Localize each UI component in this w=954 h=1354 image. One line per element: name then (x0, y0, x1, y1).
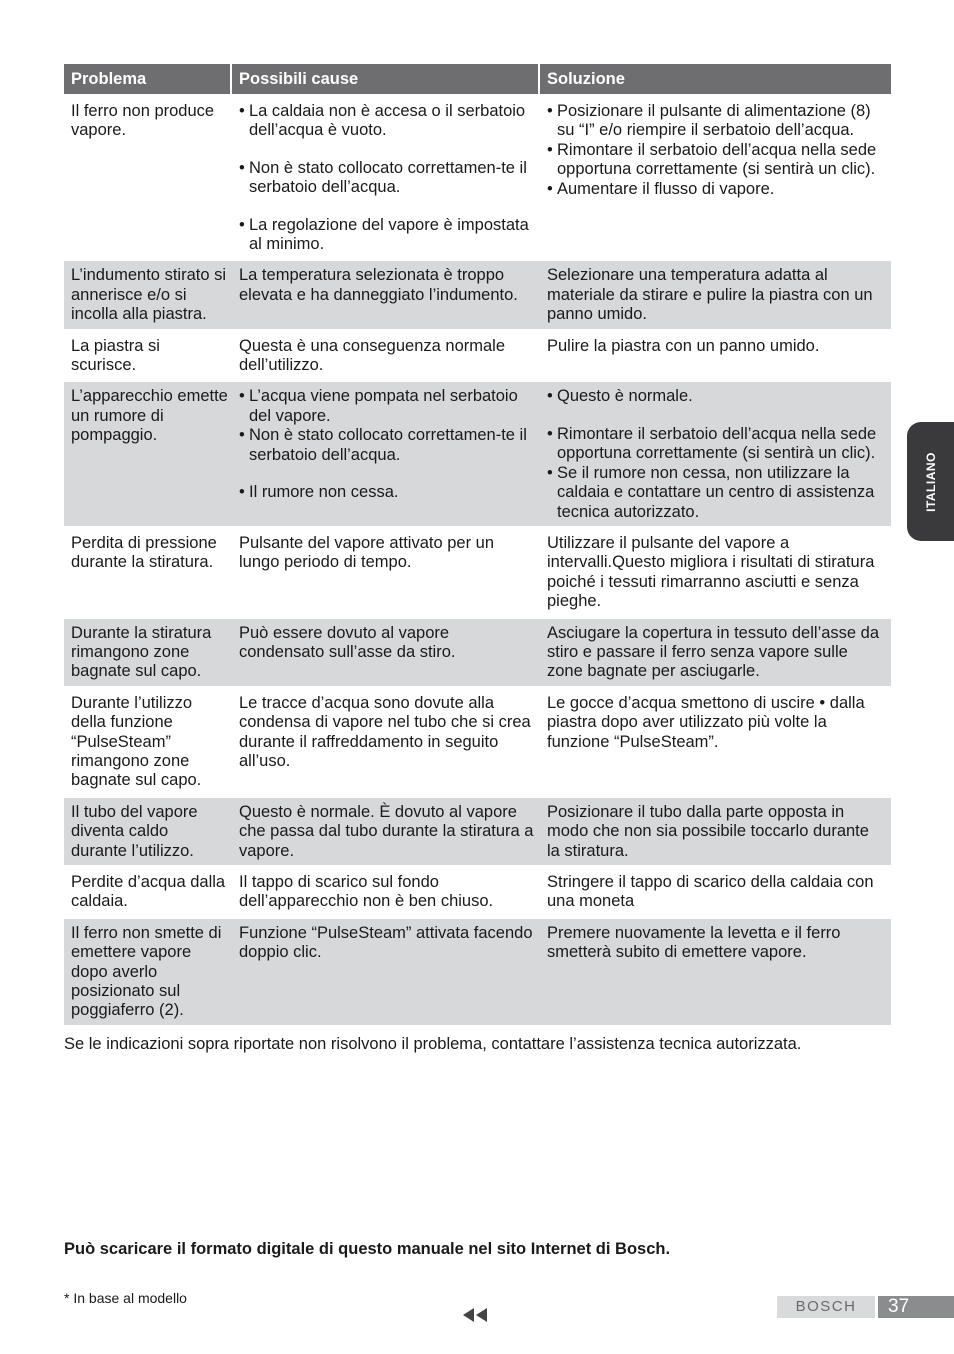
cause-item: • La caldaia non è accesa o il serbatoio dell’acqua è vuoto. (239, 102, 534, 141)
solution-item: • Questo è normale. (547, 387, 885, 406)
cause-cell: Funzione “PulseSteam” attivata facendo doppio clic. (239, 923, 533, 962)
cause-cell: Può essere dovuto al vapore condensato sull’asse da stiro. (239, 623, 456, 661)
cause-item: • Il rumore non cessa. (239, 483, 534, 502)
back-arrow-icon (463, 1308, 474, 1322)
language-tab (907, 422, 954, 541)
cause-item: • Non è stato collocato correttamen-te il serbatoio dell’acqua. (239, 159, 534, 198)
solution-cell: Posizionare il tubo dalla parte opposta in modo che non sia possibile toccarlo durante la stiratura. (547, 802, 869, 860)
solutions-cell (540, 97, 891, 258)
solution-item: • Se il rumore non cessa, non utilizzare la caldaia e contattare un centro di assistenza tecnica autorizzato. (547, 464, 885, 522)
cause-cell: La temperatura selezionata è troppo elevata e ha danneggiato l’indumento. (239, 266, 518, 304)
table-row (64, 919, 891, 1025)
table-row (64, 529, 891, 616)
table-row (64, 798, 891, 865)
solution-cell: Stringere il tappo di scarico della caldaia con una moneta (547, 873, 874, 911)
problem-cell: Il ferro non smette di emettere vapore dopo averlo posizionato sul poggiaferro (2). (71, 923, 222, 1020)
solutions-cell (540, 382, 891, 525)
problem-cell: La piastra si scurisce. (71, 336, 160, 375)
problem-cell: Il tubo del vapore diventa caldo durante l’utilizzo. (71, 802, 198, 860)
table-row (64, 332, 891, 380)
table-row (64, 868, 891, 916)
solution-item: • Rimontare il serbatoio dell’acqua nella sede opportuna correttamente (si sentirà un clic). (547, 141, 885, 180)
table-row (64, 689, 891, 795)
problem-cell: Perdite d’acqua dalla caldaia. (71, 873, 226, 911)
table-row (64, 382, 891, 525)
solution-item: • Posizionare il pulsante di alimentazione (8) su “I” e/o riempire il serbatoio dell’acqua. (547, 102, 885, 141)
header-causes: Possibili cause (232, 64, 540, 94)
solution-cell: Le gocce d’acqua smettono di uscire • dalla piastra dopo aver utilizzato più volte la funzione “PulseSteam”. (547, 693, 865, 751)
back-nav[interactable] (463, 1308, 489, 1322)
back-arrow-icon (476, 1308, 487, 1322)
problem-cell: Durante l’utilizzo della funzione “PulseSteam” rimangono zone bagnate sul capo. (71, 693, 202, 790)
footnote: * In base al modello (64, 1290, 187, 1306)
problem-cell: Perdita di pressione durante la stiratura. (71, 533, 217, 572)
brand-label: BOSCH (777, 1296, 875, 1318)
cause-item: • L’acqua viene pompata nel serbatoio del vapore. (239, 387, 534, 426)
cause-cell: Pulsante del vapore attivato per un lungo periodo di tempo. (239, 533, 495, 572)
header-problem: Problema (64, 64, 232, 94)
header-solution: Soluzione (547, 70, 625, 88)
problem-cell: L’apparecchio emette un rumore di pompaggio. (71, 387, 228, 445)
cause-cell: Il tappo di scarico sul fondo dell’apparecchio non è ben chiuso. (239, 873, 494, 911)
solution-item: • Aumentare il flusso di vapore. (547, 180, 885, 199)
table-row (64, 619, 891, 686)
solution-cell: Premere nuovamente la levetta e il ferro smetterà subito di emettere vapore. (547, 923, 841, 962)
solution-item: • Rimontare il serbatoio dell’acqua nella sede opportuna correttamente (si sentirà un clic). (547, 425, 885, 464)
table-row (64, 97, 891, 258)
cause-cell: Questa è una conseguenza normale dell’utilizzo. (239, 336, 506, 375)
help-note: Se le indicazioni sopra riportate non risolvono il problema, contattare l’assistenza tecnica autorizzata. (64, 1035, 802, 1053)
problem-cell: L’indumento stirato si annerisce e/o si incolla alla piastra. (71, 266, 227, 324)
cause-item: • La regolazione del vapore è impostata al minimo. (239, 216, 534, 255)
language-tab-label: ITALIANO (923, 451, 938, 512)
table-row (64, 261, 891, 328)
cause-cell: Questo è normale. È dovuto al vapore che passa dal tubo durante la stiratura a vapore. (239, 802, 534, 860)
troubleshooting-table (64, 64, 891, 1025)
cause-item: • Non è stato collocato correttamen-te il serbatoio dell’acqua. (239, 426, 534, 465)
causes-cell (232, 382, 540, 525)
problem-cell: Il ferro non produce vapore. (71, 102, 215, 140)
page-number: 37 (878, 1296, 954, 1318)
solution-cell: Asciugare la copertura in tessuto dell’asse da stiro e passare il ferro senza vapore sulle zone bagnate per asciugarle. (547, 623, 880, 681)
cause-cell: Le tracce d’acqua sono dovute alla condensa di vapore nel tubo che si crea durante il raffreddamento in seguito all’uso. (239, 693, 531, 770)
download-note: Può scaricare il formato digitale di questo manuale nel sito Internet di Bosch. (64, 1240, 671, 1258)
causes-cell (232, 97, 540, 258)
solution-cell: Selezionare una temperatura adatta al materiale da stirare e pulire la piastra con un panno umido. (547, 266, 873, 324)
table-header (64, 64, 891, 94)
problem-cell: Durante la stiratura rimangono zone bagnate sul capo. (71, 623, 212, 681)
solution-cell: Pulire la piastra con un panno umido. (547, 336, 820, 355)
solution-cell: Utilizzare il pulsante del vapore a intervalli.Questo migliora i risultati di stiratura poiché i tessuti rimarranno asciutti e senza pieghe. (547, 533, 875, 611)
